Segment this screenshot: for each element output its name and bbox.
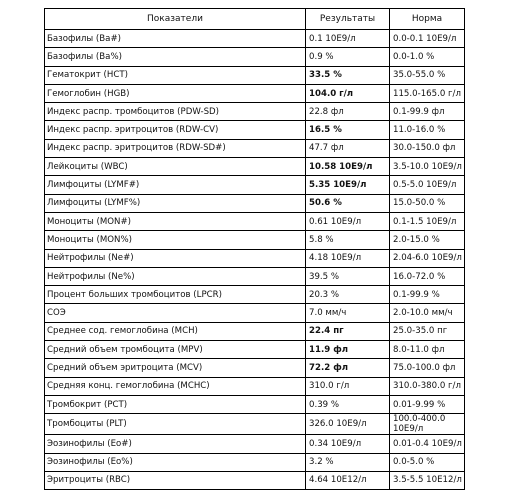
table-row (45, 121, 465, 139)
table-row (45, 194, 465, 212)
indicator-name: Индекс распр. эритроцитов (RDW-SD#) (45, 139, 306, 157)
table-row (45, 158, 465, 176)
indicator-name: Процент больших тромбоцитов (LPCR) (45, 286, 306, 304)
table-row (45, 103, 465, 121)
norm-range: 11.0-16.0 % (390, 121, 465, 139)
norm-range: 2.0-15.0 % (390, 231, 465, 249)
result-value: 16.5 % (306, 121, 390, 139)
norm-range: 0.0-0.1 10E9/л (390, 30, 465, 48)
result-value: 0.9 % (306, 48, 390, 66)
norm-range: 2.0-10.0 мм/ч (390, 304, 465, 322)
header-indicator: Показатели (45, 9, 306, 30)
table-row (45, 30, 465, 48)
result-value: 50.6 % (306, 194, 390, 212)
table-row (45, 304, 465, 322)
table-row (45, 48, 465, 66)
result-value: 104.0 г/л (306, 84, 390, 102)
norm-range: 115.0-165.0 г/л (390, 84, 465, 102)
table-row (45, 84, 465, 102)
result-value: 3.2 % (306, 453, 390, 471)
indicator-name: Лимфоциты (LYMF#) (45, 176, 306, 194)
indicator-name: СОЭ (45, 304, 306, 322)
norm-range: 310.0-380.0 г/л (390, 377, 465, 395)
norm-range: 16.0-72.0 % (390, 267, 465, 285)
indicator-name: Гемоглобин (HGB) (45, 84, 306, 102)
indicator-name: Нейтрофилы (Ne#) (45, 249, 306, 267)
table-row (45, 322, 465, 340)
table-row (45, 453, 465, 471)
table-header-row (45, 9, 465, 30)
table-body (45, 30, 465, 490)
result-value: 4.18 10E9/л (306, 249, 390, 267)
indicator-name: Средний объем эритроцита (MCV) (45, 359, 306, 377)
indicator-name: Тромбокрит (PCT) (45, 395, 306, 413)
indicator-name: Индекс распр. эритроцитов (RDW-CV) (45, 121, 306, 139)
result-value: 326.0 10E9/л (306, 414, 390, 435)
table-row (45, 139, 465, 157)
table-row (45, 395, 465, 413)
indicator-name: Лейкоциты (WBC) (45, 158, 306, 176)
result-value: 22.8 фл (306, 103, 390, 121)
result-value: 0.39 % (306, 395, 390, 413)
norm-range: 75.0-100.0 фл (390, 359, 465, 377)
indicator-name: Среднее сод. гемоглобина (MCH) (45, 322, 306, 340)
result-value: 22.4 пг (306, 322, 390, 340)
result-value: 20.3 % (306, 286, 390, 304)
top-cropped-strip (0, 0, 528, 6)
indicator-name: Базофилы (Ba%) (45, 48, 306, 66)
norm-range: 25.0-35.0 пг (390, 322, 465, 340)
indicator-name: Эозинофилы (Eo#) (45, 435, 306, 453)
indicator-name: Средний объем тромбоцита (MPV) (45, 341, 306, 359)
norm-range: 2.04-6.0 10E9/л (390, 249, 465, 267)
indicator-name: Средняя конц. гемоглобина (MCHC) (45, 377, 306, 395)
norm-range: 0.01-0.4 10E9/л (390, 435, 465, 453)
norm-range: 3.5-10.0 10E9/л (390, 158, 465, 176)
result-value: 7.0 мм/ч (306, 304, 390, 322)
result-value: 72.2 фл (306, 359, 390, 377)
result-value: 39.5 % (306, 267, 390, 285)
header-result: Результаты (306, 9, 390, 30)
result-value: 11.9 фл (306, 341, 390, 359)
norm-range: 0.1-99.9 фл (390, 103, 465, 121)
norm-range: 0.1-99.9 % (390, 286, 465, 304)
result-value: 5.8 % (306, 231, 390, 249)
table-row (45, 212, 465, 230)
indicator-name: Эритроциты (RBC) (45, 471, 306, 489)
table-row (45, 249, 465, 267)
norm-range: 0.01-9.99 % (390, 395, 465, 413)
result-value: 0.61 10E9/л (306, 212, 390, 230)
result-value: 0.34 10E9/л (306, 435, 390, 453)
norm-range: 0.0-1.0 % (390, 48, 465, 66)
result-value: 5.35 10E9/л (306, 176, 390, 194)
indicator-name: Лимфоциты (LYMF%) (45, 194, 306, 212)
norm-range: 3.5-5.5 10E12/л (390, 471, 465, 489)
lab-results-table (44, 8, 465, 490)
table-row (45, 359, 465, 377)
norm-range: 0.5-5.0 10E9/л (390, 176, 465, 194)
result-value: 33.5 % (306, 66, 390, 84)
indicator-name: Гематокрит (HCT) (45, 66, 306, 84)
table-row (45, 377, 465, 395)
table-row (45, 231, 465, 249)
indicator-name: Тромбоциты (PLT) (45, 414, 306, 435)
table-row (45, 176, 465, 194)
header-norm: Норма (390, 9, 465, 30)
table-row (45, 435, 465, 453)
result-value: 0.1 10E9/л (306, 30, 390, 48)
result-value: 310.0 г/л (306, 377, 390, 395)
norm-range: 15.0-50.0 % (390, 194, 465, 212)
indicator-name: Базофилы (Ba#) (45, 30, 306, 48)
indicator-name: Индекс распр. тромбоцитов (PDW-SD) (45, 103, 306, 121)
indicator-name: Моноциты (MON%) (45, 231, 306, 249)
norm-range: 0.1-1.5 10E9/л (390, 212, 465, 230)
result-value: 4.64 10E12/л (306, 471, 390, 489)
norm-range: 30.0-150.0 фл (390, 139, 465, 157)
result-value: 10.58 10E9/л (306, 158, 390, 176)
norm-range: 35.0-55.0 % (390, 66, 465, 84)
table-row (45, 414, 465, 435)
norm-range: 100.0-400.0 10E9/л (390, 414, 465, 435)
norm-range: 0.0-5.0 % (390, 453, 465, 471)
table-row (45, 286, 465, 304)
indicator-name: Эозинофилы (Eo%) (45, 453, 306, 471)
result-value: 47.7 фл (306, 139, 390, 157)
table-row (45, 341, 465, 359)
table-row (45, 66, 465, 84)
indicator-name: Нейтрофилы (Ne%) (45, 267, 306, 285)
table-row (45, 267, 465, 285)
table-row (45, 471, 465, 489)
indicator-name: Моноциты (MON#) (45, 212, 306, 230)
norm-range: 8.0-11.0 фл (390, 341, 465, 359)
